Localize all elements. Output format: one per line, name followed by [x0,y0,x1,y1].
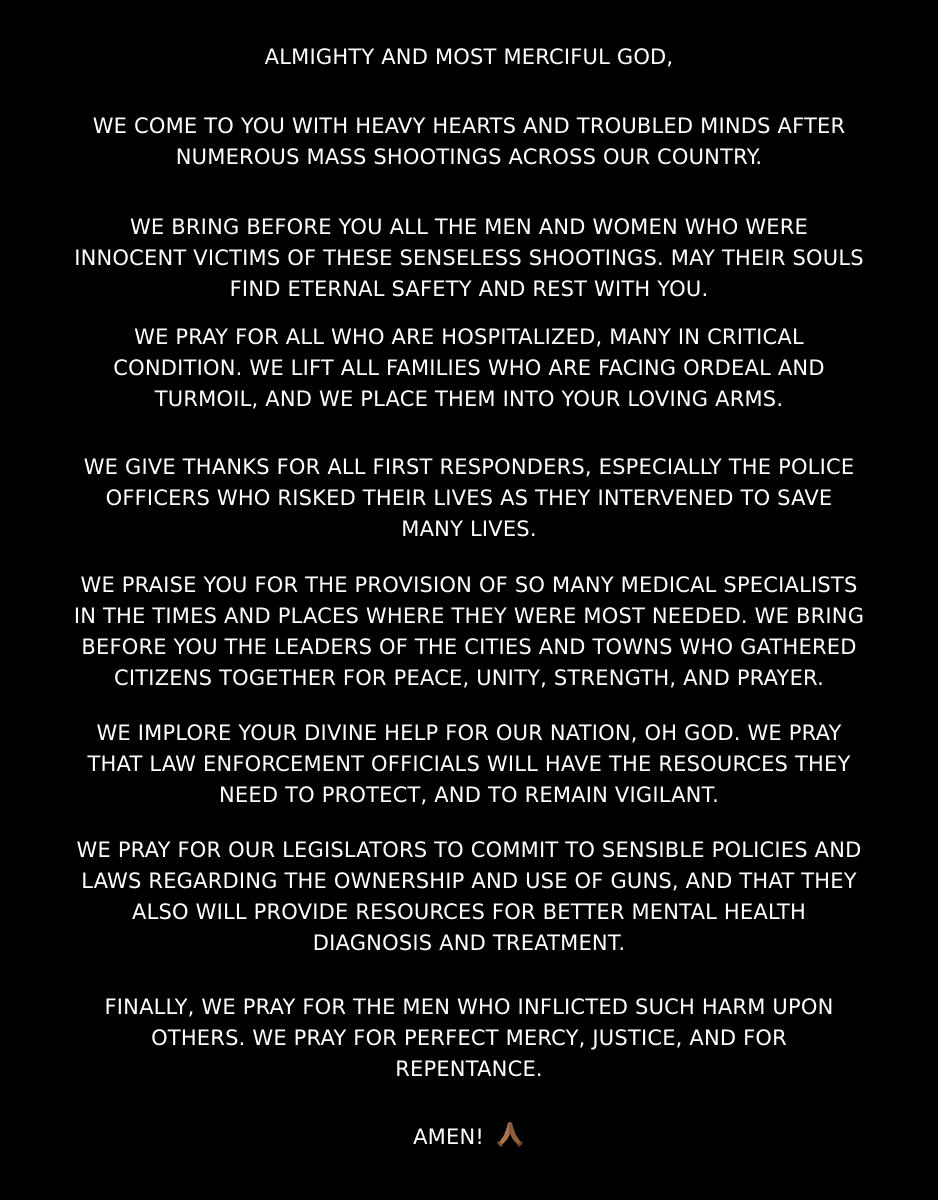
stanza-line: WE BRING BEFORE YOU ALL THE MEN AND WOMEN WHO WERE [129,215,809,239]
stanza-hospitalized [0,322,938,415]
stanza-finally [0,992,938,1085]
stanza-line: WE IMPLORE YOUR DIVINE HELP FOR OUR NATION, OH GOD. WE PRAY [96,721,842,745]
stanza-line: REPENTANCE. [395,1057,543,1081]
stanza-first-responders [0,452,938,545]
stanza-victims [0,212,938,305]
stanza-line: MANY LIVES. [401,517,537,541]
stanza-line: WE GIVE THANKS FOR ALL FIRST RESPONDERS, ESPECIALLY THE POLICE [83,455,855,479]
stanza-line: WE PRAY FOR ALL WHO ARE HOSPITALIZED, MANY IN CRITICAL [134,325,804,349]
stanza-line: WE PRAISE YOU FOR THE PROVISION OF SO MANY MEDICAL SPECIALISTS [80,573,858,597]
stanza-heavy-hearts [0,111,938,173]
stanza-line: WE PRAY FOR OUR LEGISLATORS TO COMMIT TO SENSIBLE POLICIES AND [76,838,862,862]
stanza-line: INNOCENT VICTIMS OF THESE SENSELESS SHOOTINGS. MAY THEIR SOULS [74,246,864,270]
stanza-line: NEED TO PROTECT, AND TO REMAIN VIGILANT. [218,783,719,807]
stanza-line: FINALLY, WE PRAY FOR THE MEN WHO INFLICTED SUCH HARM UPON [104,995,834,1019]
stanza-line: THAT LAW ENFORCEMENT OFFICIALS WILL HAVE THE RESOURCES THEY [87,752,851,776]
stanza-line: TURMOIL, AND WE PLACE THEM INTO YOUR LOVING ARMS. [154,387,784,411]
stanza-line: IN THE TIMES AND PLACES WHERE THEY WERE MOST NEEDED. WE BRING [73,604,865,628]
praying-hands-icon [495,1120,525,1157]
stanza-line: LAWS REGARDING THE OWNERSHIP AND USE OF GUNS, AND THAT THEY [81,869,857,893]
stanza-line: DIAGNOSIS AND TREATMENT. [312,931,626,955]
stanza-greeting [0,42,938,73]
amen-text: AMEN! [413,1125,484,1149]
stanza-line: FIND ETERNAL SAFETY AND REST WITH YOU. [229,277,709,301]
stanza-line: OFFICERS WHO RISKED THEIR LIVES AS THEY INTERVENED TO SAVE [105,486,833,510]
stanza-line: CITIZENS TOGETHER FOR PEACE, UNITY, STRENGTH, AND PRAYER. [114,666,824,690]
stanza-legislators [0,835,938,959]
stanza-line: WE COME TO YOU WITH HEAVY HEARTS AND TROUBLED MINDS AFTER [92,114,846,138]
stanza-line: OTHERS. WE PRAY FOR PERFECT MERCY, JUSTICE, AND FOR [151,1026,787,1050]
stanza-divine-help [0,718,938,811]
stanza-line: ALSO WILL PROVIDE RESOURCES FOR BETTER MENTAL HEALTH [132,900,806,924]
stanza-medical-specialists [0,570,938,694]
stanza-line: NUMEROUS MASS SHOOTINGS ACROSS OUR COUNTRY. [175,145,763,169]
stanza-line: ALMIGHTY AND MOST MERCIFUL GOD, [264,45,674,69]
stanza-line: BEFORE YOU THE LEADERS OF THE CITIES AND TOWNS WHO GATHERED [81,635,857,659]
closing-line [0,1120,938,1157]
stanza-line: CONDITION. WE LIFT ALL FAMILIES WHO ARE FACING ORDEAL AND [113,356,825,380]
